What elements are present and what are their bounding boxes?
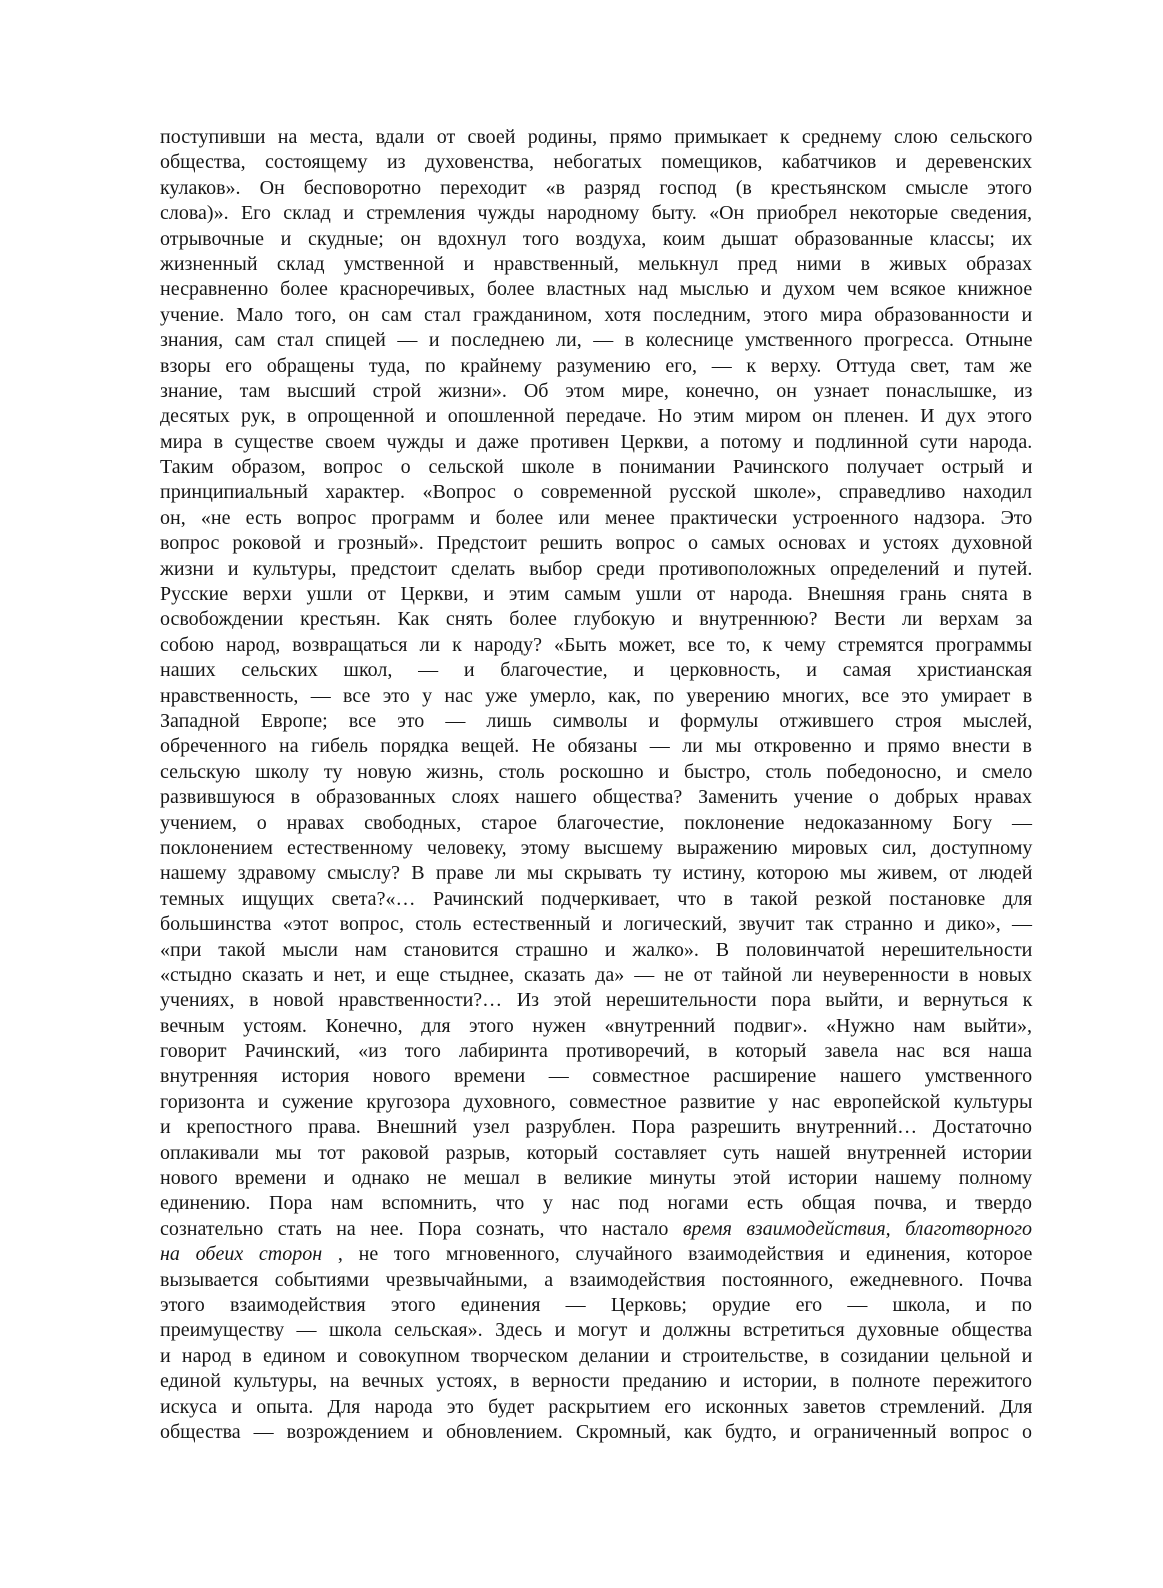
text-span: и народ в едином и совокупном творческом делании и строительстве, в созидании цельной и [160,1344,1033,1367]
text-span: Таким образом, вопрос о сельской школе в понимании Рачинского получает острый и [160,456,1033,479]
text-span: сельскую школу ту новую жизнь, столь роскошно и быстро, столь победоносно, и смело [160,760,1033,783]
text-span: освобождении крестьян. Как снять более глубокую и внутреннюю? Вести ли верхам за [160,608,1033,631]
text-line [160,480,1032,505]
text-span: слова)». Его склад и стремления чужды народному быту. «Он приобрел некоторые сведения, [160,202,1033,225]
text-line [160,760,1032,785]
text-line [160,785,1032,810]
text-line [160,938,1032,963]
text-line [160,1395,1032,1420]
text-span: общества — возрождением и обновлением. Скромный, как будто, и ограниченный вопрос о [160,1420,1032,1443]
text-span: нашему здравому смыслу? В праве ли мы скрывать ту истину, которою мы живем, от людей [160,862,1033,885]
text-span: собою народ, возвращаться ли к народу? «Быть может, все то, к чему стремятся программы [160,633,1032,656]
text-span-after: , не того мгновенного, случайного взаимодействия и единения, которое [322,1243,1033,1266]
text-line [160,963,1032,988]
text-line [160,379,1032,404]
text-span: взоры его обращены туда, по крайнему разумению его, — к верху. Оттуда свет, там же [160,354,1032,377]
text-line [160,557,1032,582]
text-span: мира в существе своем чужды и даже противен Церкви, а потому и подлинной сути народа. [160,430,1033,453]
text-line [160,1217,1032,1242]
text-line [160,506,1032,531]
text-line [160,201,1032,226]
text-line [160,709,1032,734]
text-span: общества, состоящему из духовенства, небогатых помещиков, кабатчиков и деревенских [160,151,1032,174]
text-span: жизни и культуры, предстоит сделать выбор среди противоположных определений и путей. [160,557,1033,580]
text-span: и крепостного права. Внешний узел разрублен. Пора разрешить внутренний… Достаточно [160,1116,1032,1139]
text-span: кулаков». Он бесповоротно переходит «в разряд господ (в крестьянском смысле этого [160,176,1032,199]
text-span: учение. Мало того, он сам стал гражданином, хотя последним, этого мира образованности и [160,303,1033,326]
text-line [160,1115,1032,1140]
text-span: Западной Европе; все это — лишь символы и формулы отжившего строя мыслей, [160,709,1033,732]
text-line [160,1242,1032,1267]
text-line [160,1064,1032,1089]
text-span: большинства «этот вопрос, столь естественный и логический, звучит так странно и дико», — [160,913,1032,936]
text-line [160,328,1032,353]
text-span: развившуюся в образованных слоях нашего общества? Заменить учение о добрых нравах [160,786,1033,809]
text-span: «при такой мысли нам становится страшно и жалко». В половинчатой нерешительности [160,938,1033,961]
text-line [160,1191,1032,1216]
text-line [160,150,1032,175]
italic-span: на обеих сторон [160,1243,323,1266]
text-line [160,582,1032,607]
text-line [160,1268,1032,1293]
text-line [160,1293,1032,1318]
text-line [160,988,1032,1013]
text-line [160,607,1032,632]
text-span: нравственность, — все это у нас уже умерло, как, по уверению многих, все это умирает в [160,684,1033,707]
text-span: единой культуры, на вечных устоях, в верности преданию и истории, в полноте пережитого [160,1370,1032,1393]
text-line [160,811,1032,836]
text-line [160,734,1032,759]
text-span: вопрос роковой и грозный». Предстоит решить вопрос о самых основах и устоях духовной [160,532,1033,555]
text-span: знание, там высший строй жизни». Об этом мире, конечно, он узнает понаслышке, из [160,379,1033,402]
text-line [160,1166,1032,1191]
text-span: поступивши на места, вдали от своей родины, прямо примыкает к среднему слою сельского [160,126,1033,148]
text-span: горизонта и сужение кругозора духовного, совместное развитие у нас европейской культуры [160,1090,1033,1113]
text-line [160,1344,1032,1369]
text-span: жизненный склад умственной и нравственный, мелькнул пред ними в живых образах [160,252,1032,275]
text-line [160,430,1032,455]
text-line [160,861,1032,886]
text-line [160,658,1032,683]
text-span: учениях, в новой нравственности?… Из этой нерешительности пора выйти, и вернуться к [160,989,1033,1012]
text-span: обреченного на гибель порядка вещей. Не обязаны — ли мы откровенно и прямо внести в [160,735,1032,758]
text-span: «стыдно сказать и нет, и еще стыднее, сказать да» — не от тайной ли неуверенности в новых [160,963,1032,986]
text-span: Русские верхи ушли от Церкви, и этим самым ушли от народа. Внешняя грань снята в [160,583,1032,606]
text-span: вечным устоям. Конечно, для этого нужен «внутренний подвиг». «Нужно нам выйти», [160,1014,1032,1037]
text-line [160,836,1032,861]
text-line [160,1318,1032,1343]
text-span: внутренняя история нового времени — совместное расширение нашего умственного [160,1065,1033,1088]
text-line [160,1090,1032,1115]
italic-span: время взаимодействия, благотворного [682,1217,1032,1240]
text-line [160,277,1032,302]
text-line [160,176,1032,201]
text-span: искуса и опыта. Для народа это будет раскрытием его исконных заветов стремлений. Для [160,1395,1033,1418]
text-line [160,633,1032,658]
text-span: единению. Пора нам вспомнить, что у нас под ногами есть общая почва, и твердо [160,1192,1032,1215]
text-line [160,1039,1032,1064]
text-span: сознательно стать на нее. Пора сознать, что настало [160,1217,683,1240]
text-line [160,252,1032,277]
text-line [160,455,1032,480]
text-line [160,303,1032,328]
text-span: принципиальный характер. «Вопрос о современной русской школе», справедливо находил [160,481,1032,504]
text-line [160,887,1032,912]
text-line [160,912,1032,937]
text-line [160,227,1032,252]
text-span: поклонением естественному человеку, этому высшему выражению мировых сил, доступному [160,836,1033,859]
text-line [160,354,1032,379]
text-span: он, «не есть вопрос программ и более или менее практически устроенного надзора. Это [160,506,1033,529]
text-line [160,684,1032,709]
text-span: отрывочные и скудные; он вдохнул того воздуха, коим дышат образованные классы; их [160,227,1033,250]
text-line [160,1420,1032,1445]
text-span: нового времени и однако не мешал в великие минуты этой истории нашему полному [160,1167,1033,1190]
text-span: темных ищущих света?«… Рачинский подчеркивает, что в такой резкой постановке для [160,887,1033,910]
body-text [160,125,1032,1445]
text-span: оплакивали мы тот раковой разрыв, который составляет суть нашей внутренней истории [160,1141,1032,1164]
text-span: наших сельских школ, — и благочестие, и церковность, и самая христианская [160,659,1032,682]
text-span: учением, о нравах свободных, старое благочестие, поклонение недоказанному Богу — [160,811,1033,834]
text-line [160,1014,1032,1039]
text-span: знания, сам стал спицей — и последнею ли, — в колеснице умственного прогресса. Отныне [160,329,1033,352]
text-span: этого взаимодействия этого единения — Церковь; орудие его — школа, и по [160,1293,1032,1316]
document-page [160,125,1032,1445]
text-span: вызывается событиями чрезвычайными, а взаимодействия постоянного, ежедневного. Почва [160,1268,1032,1291]
text-line [160,531,1032,556]
text-line [160,1141,1032,1166]
text-span: преимуществу — школа сельская». Здесь и могут и должны встретиться духовные общества [160,1319,1033,1342]
text-span: десятых рук, в опрощенной и опошленной передаче. Но этим миром он пленен. И дух этого [160,405,1032,428]
text-line [160,125,1032,150]
text-span: говорит Рачинский, «из того лабиринта противоречий, в который завела нас вся наша [160,1040,1032,1063]
text-span: несравненно более красноречивых, более властных над мыслью и духом чем всякое книжное [160,278,1033,301]
text-line [160,1369,1032,1394]
text-line [160,404,1032,429]
